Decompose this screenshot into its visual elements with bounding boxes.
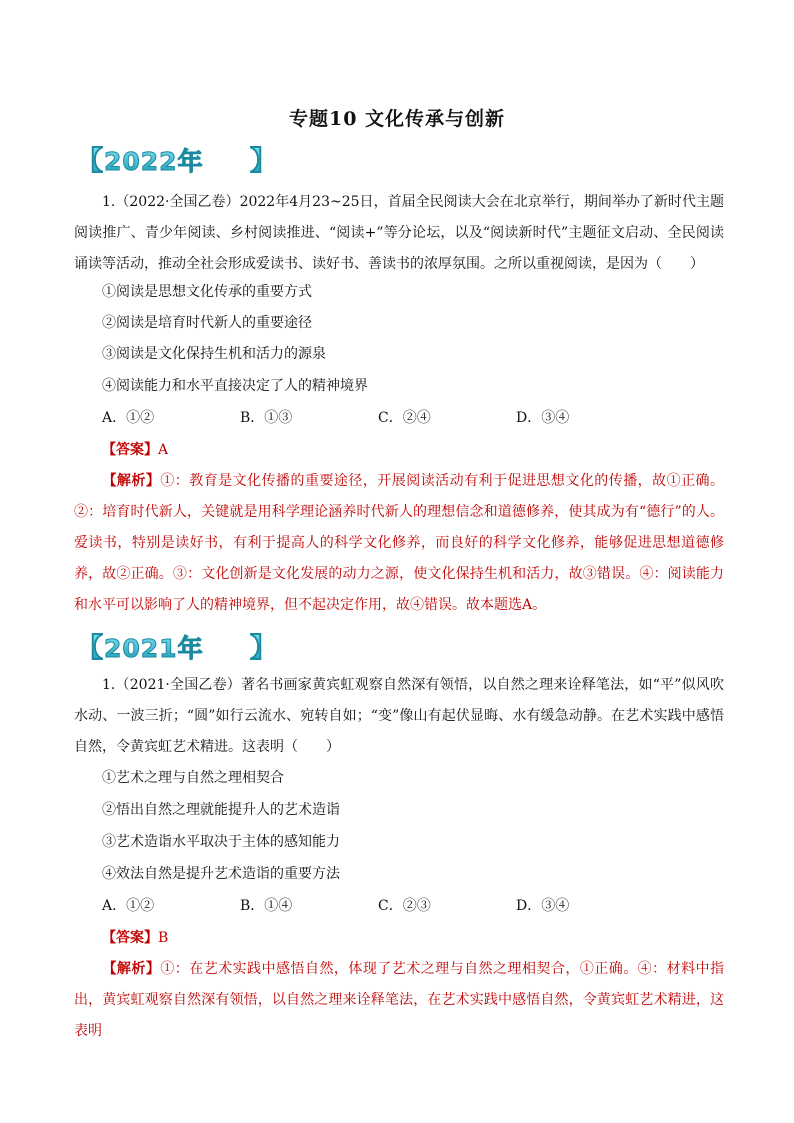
choice-c: C．②④ [378,410,431,426]
option-item: ③阅读是文化保持生机和活力的源泉 [102,346,326,362]
analysis-tag: 【解析】 [102,473,161,489]
page-title: 专题10 文化传承与创新 [288,108,506,130]
answer-value: B [158,930,169,946]
choice-b: B．①④ [240,898,293,914]
choice-a: A．①② [102,410,155,426]
choice-row [102,408,654,428]
question-text [74,670,724,763]
analysis-body: ①：教育是文化传播的重要途径，开展阅读活动有利于促进思想文化的传播，故①正确。②：培育时代新人，关键就是用科学理论涵养时代新人的理想信念和道德修养，使其成为有“德行”的人。爱读书，特别是读好书，有利于提高人的科学文化修养，而良好的科学文化修养，能够促进思想道德修养，故②正确。③：文化创新是文化发展的动力之源，使文化保持生机和活力，故③错误。④：阅读能力和水平可以影响了人的精神境界，但不起决定作用，故④错误。故本题选A。 [74,473,725,613]
choice-row [102,896,654,916]
option-item: ①艺术之理与自然之理相契合 [102,770,284,786]
choice-c: C．②③ [378,898,431,914]
analysis-tag: 【解析】 [102,961,161,977]
answer-tag: 【答案】 [102,930,158,946]
year-banner-2021 [74,633,284,663]
option-item: ①阅读是思想文化传承的重要方式 [102,284,312,300]
question-stem: 1.（2022·全国乙卷）2022年4月23~25日，首届全民阅读大会在北京举行，期间举办了新时代主题阅读推广、青少年阅读、乡村阅读推进、“阅读+”等分论坛，以及“阅读新时代”主题征文启动、全民阅读诵读等活动，推动全社会形成爱读书、读好书、善读书的浓厚氛围。之所以重视阅读，是因为（ ） [74,194,724,272]
choice-d: D．③④ [516,898,570,914]
answer-tag: 【答案】 [102,442,158,458]
choice-a: A．①② [102,898,155,914]
answer-value: A [158,442,169,458]
analysis-body: ①：在艺术实践中感悟自然，体现了艺术之理与自然之理相契合，①正确。④：材料中指出，黄宾虹观察自然深有领悟，以自然之理来诠释笔法，在艺术实践中感悟自然，令黄宾虹艺术精进，这表明 [74,961,725,1039]
analysis-text [74,466,724,621]
question-stem: 1.（2021·全国乙卷）著名书画家黄宾虹观察自然深有领悟，以自然之理来诠释笔法，如“平”似风吹水动、一波三折；“圆”如行云流水、宛转自如；“变”像山有起伏显晦、水有缓急动静。在艺术实践中感悟自然，令黄宾虹艺术精进。这表明（ ） [74,677,724,755]
year-banner-2022 [74,146,284,176]
option-item: ④效法自然是提升艺术造诣的重要方法 [102,866,340,882]
svg-text:】: 】 [250,633,277,663]
analysis-text [74,954,724,1047]
svg-text:2022年: 2022年 [104,147,204,176]
option-item: ④阅读能力和水平直接决定了人的精神境界 [102,378,368,394]
question-text [74,187,724,280]
svg-text:2021年: 2021年 [104,634,204,663]
svg-text:【: 【 [76,633,103,663]
option-item: ③艺术造诣水平取决于主体的感知能力 [102,834,340,850]
svg-text:】: 】 [250,146,277,176]
choice-b: B．①③ [240,410,293,426]
svg-text:【: 【 [76,146,103,176]
choice-d: D．③④ [516,410,570,426]
answer-line [102,440,168,460]
option-item: ②悟出自然之理就能提升人的艺术造诣 [102,802,340,818]
answer-line [102,928,168,948]
option-item: ②阅读是培育时代新人的重要途径 [102,315,312,331]
